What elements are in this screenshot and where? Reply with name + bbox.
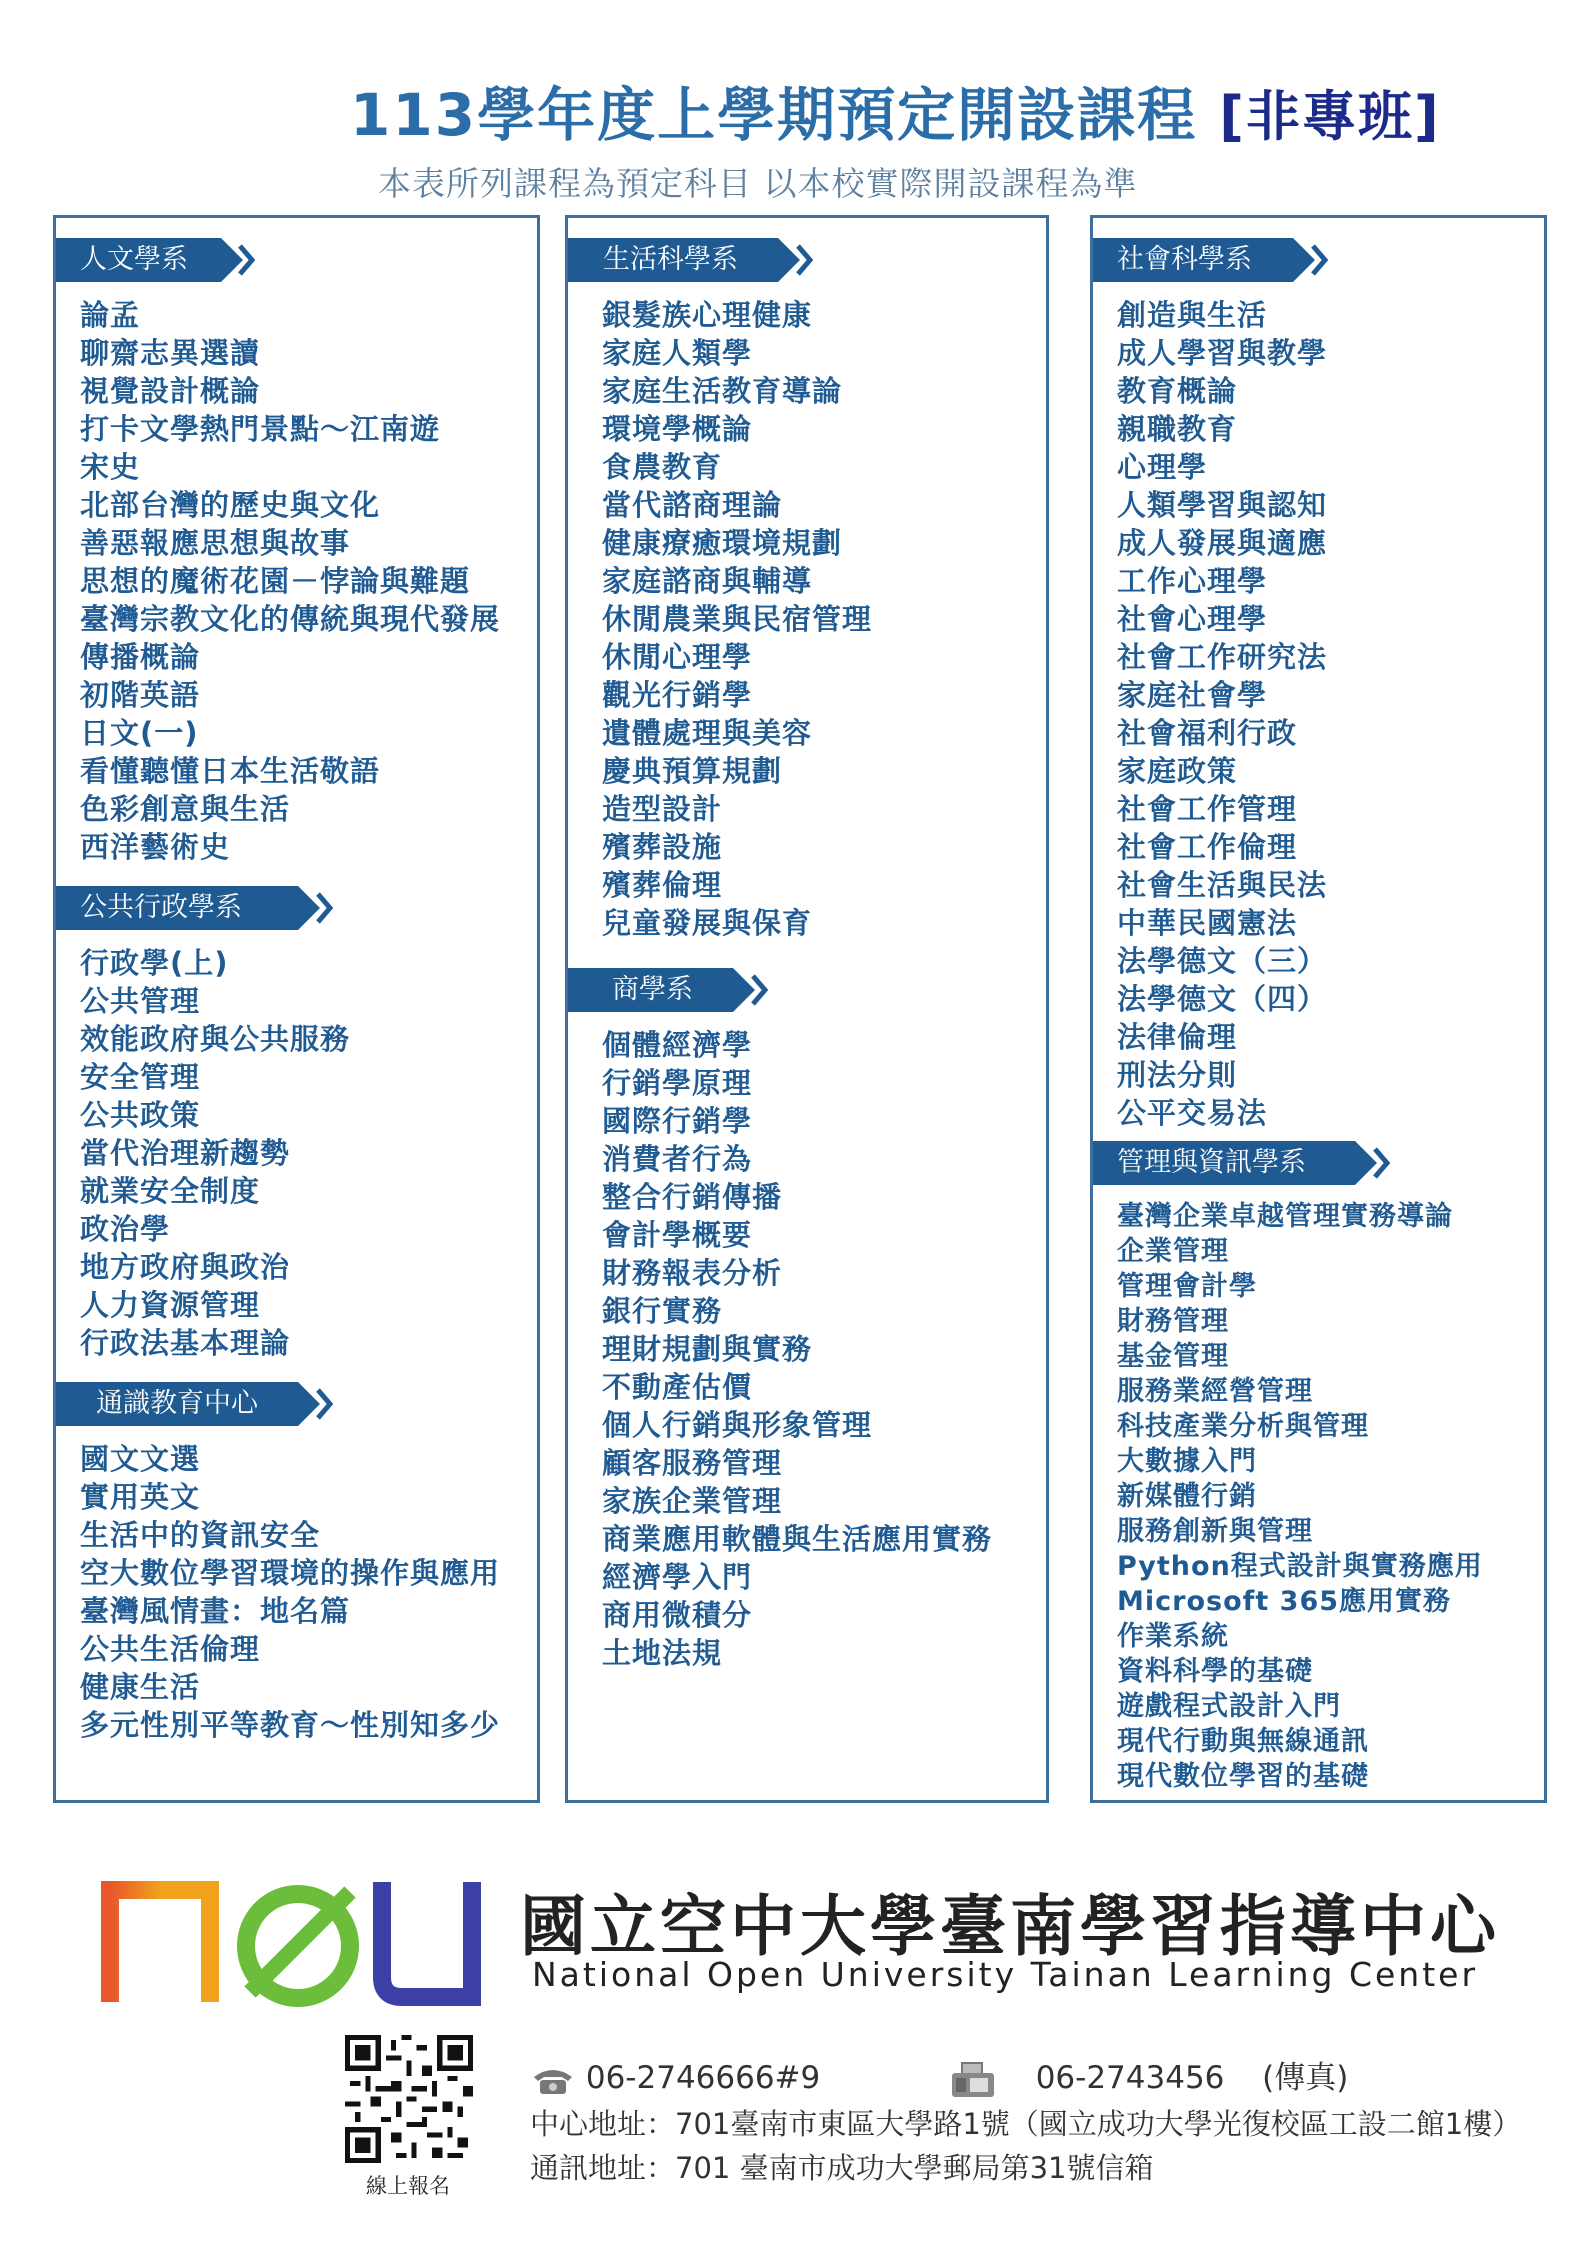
course-list (56, 944, 537, 1362)
course-item: 教育概論 (1117, 374, 1238, 408)
dept-management-info (1093, 1141, 1544, 1794)
course-item: 造型設計 (602, 792, 723, 826)
chevron-right-icon (1369, 1145, 1393, 1181)
course-item: 銀髮族心理健康 (602, 298, 813, 332)
page-subtitle: 本表所列課程為預定科目 以本校實際開設課程為準 (378, 164, 1138, 203)
course-item: 論孟 (80, 298, 141, 332)
course-item: 社會心理學 (1117, 602, 1268, 636)
title-tag: [非專班] (1219, 85, 1441, 148)
course-item: 傳播概論 (80, 640, 201, 674)
center-name: 國立空中大學臺南學習指導中心 (520, 1888, 1500, 1965)
course-item: 財務報表分析 (602, 1256, 783, 1290)
course-item: 管理會計學 (1117, 1271, 1257, 1302)
dept-header: 生活科學系 (568, 238, 1046, 282)
course-item: 科技產業分析與管理 (1117, 1411, 1369, 1442)
course-item: 政治學 (80, 1212, 171, 1246)
course-item: 日文(一) (80, 716, 199, 750)
course-item: 公平交易法 (1117, 1096, 1268, 1130)
course-item: 西洋藝術史 (80, 830, 231, 864)
course-list (56, 296, 537, 866)
course-item: 家庭諮商與輔導 (602, 564, 813, 598)
chevron-right-icon (792, 242, 816, 278)
course-item: 善惡報應思想與故事 (80, 526, 351, 560)
course-item: 家庭生活教育導論 (602, 374, 843, 408)
course-item: 資料科學的基礎 (1117, 1656, 1313, 1687)
course-item: 銀行實務 (602, 1294, 723, 1328)
course-item: 思想的魔術花園－悖論與難題 (80, 564, 471, 598)
chevron-right-icon (234, 242, 258, 278)
center-address: 中心地址：701臺南市東區大學路1號（國立成功大學光復校區工設二館1樓） (530, 2107, 1522, 2141)
course-item: 社會福利行政 (1117, 716, 1298, 750)
course-item: 社會工作研究法 (1117, 640, 1328, 674)
chevron-right-icon (312, 1386, 336, 1422)
column-middle (565, 215, 1049, 1803)
mail-address: 通訊地址：701 臺南市成功大學郵局第31號信箱 (530, 2151, 1154, 2185)
course-item: 創造與生活 (1117, 298, 1268, 332)
course-item: 服務創新與管理 (1117, 1516, 1313, 1547)
course-item: 環境學概論 (602, 412, 753, 446)
course-item: 安全管理 (80, 1060, 201, 1094)
course-item: 國際行銷學 (602, 1104, 753, 1138)
nou-logo (100, 1872, 490, 2007)
course-item: 法學德文（四） (1117, 982, 1328, 1016)
course-item: 看懂聽懂日本生活敬語 (80, 754, 381, 788)
dept-life-science (568, 238, 1046, 942)
course-item: 家庭人類學 (602, 336, 753, 370)
course-item: 國文文選 (80, 1442, 201, 1476)
course-item: 多元性別平等教育～性別知多少 (80, 1708, 501, 1742)
dept-social-science (1093, 238, 1544, 1132)
course-item: 當代諮商理論 (602, 488, 783, 522)
dept-business (568, 968, 1046, 1672)
course-item: 企業管理 (1117, 1236, 1229, 1267)
course-item: Microsoft 365應用實務 (1117, 1586, 1452, 1617)
dept-header: 公共行政學系 (56, 886, 537, 930)
course-item: 慶典預算規劃 (602, 754, 783, 788)
course-item: 行政法基本理論 (80, 1326, 291, 1360)
course-item: 色彩創意與生活 (80, 792, 291, 826)
course-item: 視覺設計概論 (80, 374, 261, 408)
course-item: Python程式設計與實務應用 (1117, 1551, 1483, 1582)
course-item: 北部台灣的歷史與文化 (80, 488, 381, 522)
course-item: 聊齋志異選讀 (80, 336, 261, 370)
dept-general-ed (56, 1382, 537, 1744)
dept-public-admin (56, 886, 537, 1362)
fax-number: 06-2743456 (1035, 2060, 1225, 2096)
course-list (1093, 296, 1544, 1132)
course-item: 行銷學原理 (602, 1066, 753, 1100)
course-item: 初階英語 (80, 678, 201, 712)
course-item: 基金管理 (1117, 1341, 1229, 1372)
column-right (1090, 215, 1547, 1803)
course-item: 成人發展與適應 (1117, 526, 1328, 560)
course-item: 社會生活與民法 (1117, 868, 1328, 902)
course-list (56, 1440, 537, 1744)
course-item: 就業安全制度 (80, 1174, 261, 1208)
course-item: 現代數位學習的基礎 (1117, 1761, 1369, 1792)
phone-number[interactable]: 06-2746666#9 (585, 2060, 821, 2096)
course-item: 服務業經營管理 (1117, 1376, 1313, 1407)
course-item: 親職教育 (1117, 412, 1238, 446)
qr-label: 線上報名 (366, 2174, 450, 2198)
qr-code[interactable] (345, 2035, 473, 2163)
course-item: 遺體處理與美容 (602, 716, 813, 750)
course-item: 中華民國憲法 (1117, 906, 1298, 940)
course-item: 健康生活 (80, 1670, 201, 1704)
course-item: 觀光行銷學 (602, 678, 753, 712)
course-item: 遊戲程式設計入門 (1117, 1691, 1341, 1722)
course-item: 整合行銷傳播 (602, 1180, 783, 1214)
course-item: 殯葬設施 (602, 830, 723, 864)
course-item: 會計學概要 (602, 1218, 753, 1252)
phone-row (530, 2052, 1348, 2099)
column-left (53, 215, 540, 1803)
course-item: 當代治理新趨勢 (80, 1136, 291, 1170)
chevron-right-icon (312, 890, 336, 926)
course-item: 宋史 (80, 450, 141, 484)
course-item: 法學德文（三） (1117, 944, 1328, 978)
course-item: 休閒農業與民宿管理 (602, 602, 873, 636)
course-item: 不動產估價 (602, 1370, 753, 1404)
chevron-right-icon (747, 972, 771, 1008)
course-item: 顧客服務管理 (602, 1446, 783, 1480)
course-item: 作業系統 (1117, 1621, 1229, 1652)
course-item: 新媒體行銷 (1117, 1481, 1257, 1512)
fax-label: (傳真) (1262, 2060, 1349, 2096)
course-item: 個體經濟學 (602, 1028, 753, 1062)
course-item: 人力資源管理 (80, 1288, 261, 1322)
course-item: 家庭社會學 (1117, 678, 1268, 712)
course-item: 消費者行為 (602, 1142, 753, 1176)
course-item: 生活中的資訊安全 (80, 1518, 321, 1552)
course-item: 家庭政策 (1117, 754, 1238, 788)
dept-header: 人文學系 (56, 238, 537, 282)
course-item: 社會工作倫理 (1117, 830, 1298, 864)
course-item: 兒童發展與保育 (602, 906, 813, 940)
course-item: 法律倫理 (1117, 1020, 1238, 1054)
course-list (568, 1026, 1046, 1672)
dept-humanities (56, 238, 537, 866)
course-item: 心理學 (1117, 450, 1208, 484)
course-item: 臺灣風情畫：地名篇 (80, 1594, 351, 1628)
course-item: 大數據入門 (1117, 1446, 1257, 1477)
course-item: 實用英文 (80, 1480, 201, 1514)
dept-header: 商學系 (568, 968, 1046, 1012)
course-item: 商業應用軟體與生活應用實務 (602, 1522, 993, 1556)
dept-header: 管理與資訊學系 (1093, 1141, 1544, 1185)
course-item: 現代行動與無線通訊 (1117, 1726, 1369, 1757)
course-item: 公共管理 (80, 984, 201, 1018)
course-item: 公共生活倫理 (80, 1632, 261, 1666)
course-item: 效能政府與公共服務 (80, 1022, 351, 1056)
fax-icon (950, 2061, 996, 2099)
course-item: 理財規劃與實務 (602, 1332, 813, 1366)
course-item: 公共政策 (80, 1098, 201, 1132)
course-item: 殯葬倫理 (602, 868, 723, 902)
course-item: 個人行銷與形象管理 (602, 1408, 873, 1442)
course-list (1093, 1199, 1544, 1794)
course-item: 食農教育 (602, 450, 723, 484)
course-item: 行政學(上) (80, 946, 229, 980)
dept-header: 通識教育中心 (56, 1382, 537, 1426)
course-item: 打卡文學熱門景點～江南遊 (80, 412, 441, 446)
course-item: 臺灣企業卓越管理實務導論 (1117, 1201, 1453, 1232)
course-item: 商用微積分 (602, 1598, 753, 1632)
course-item: 財務管理 (1117, 1306, 1229, 1337)
course-item: 成人學習與教學 (1117, 336, 1328, 370)
course-item: 刑法分則 (1117, 1058, 1238, 1092)
course-item: 社會工作管理 (1117, 792, 1298, 826)
center-name-en: National Open University Tainan Learning Center (532, 1955, 1479, 1994)
course-item: 休閒心理學 (602, 640, 753, 674)
course-list (568, 296, 1046, 942)
telephone-icon (530, 2063, 576, 2097)
course-item: 地方政府與政治 (80, 1250, 291, 1284)
page-title: 113學年度上學期預定開設課程 [非專班] (350, 81, 1441, 149)
chevron-right-icon (1307, 242, 1331, 278)
dept-header: 社會科學系 (1093, 238, 1544, 282)
course-item: 健康療癒環境規劃 (602, 526, 843, 560)
course-item: 工作心理學 (1117, 564, 1268, 598)
course-item: 家族企業管理 (602, 1484, 783, 1518)
course-item: 人類學習與認知 (1117, 488, 1328, 522)
course-item: 土地法規 (602, 1636, 723, 1670)
course-item: 空大數位學習環境的操作與應用 (80, 1556, 501, 1590)
course-item: 經濟學入門 (602, 1560, 753, 1594)
course-item: 臺灣宗教文化的傳統與現代發展 (80, 602, 501, 636)
